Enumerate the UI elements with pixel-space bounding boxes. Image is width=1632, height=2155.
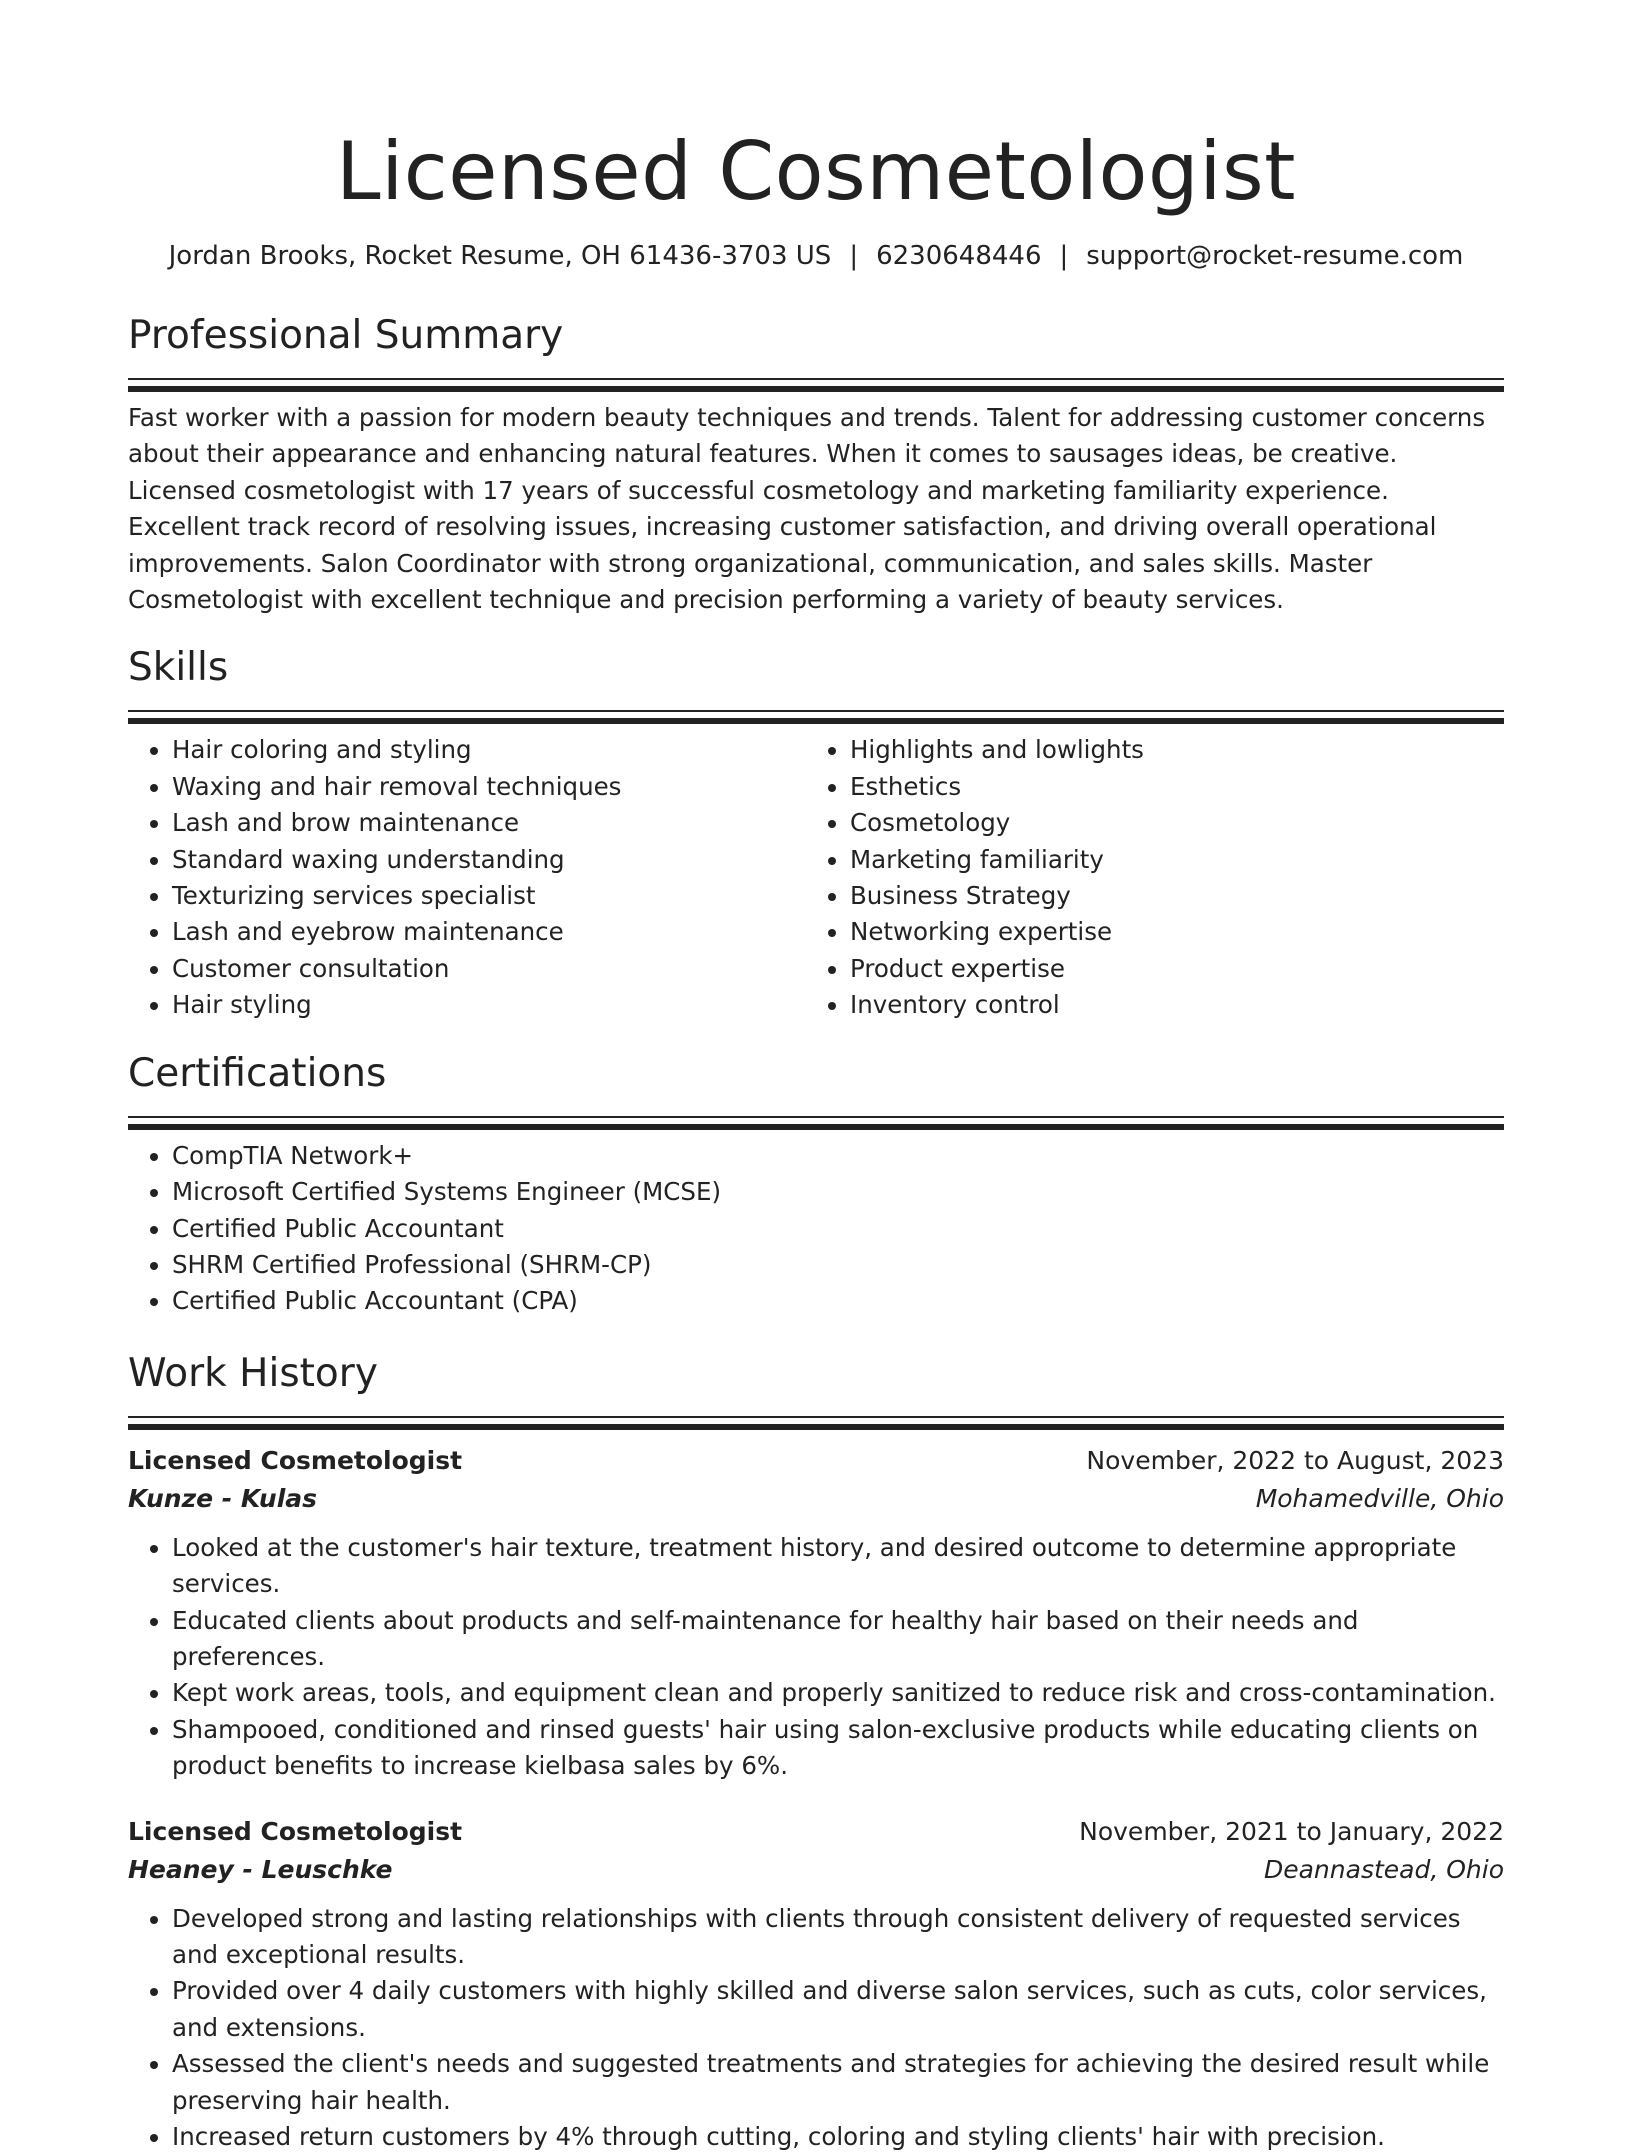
skill-item: • Cosmetology [850, 805, 1484, 841]
section-divider [128, 378, 1504, 394]
job-bullet: • Shampooed, conditioned and rinsed guests' hair using salon-exclusive products while educating clients on product benefits to increase kielbasa sales by 6%. [172, 1712, 1504, 1785]
skill-item: • Customer consultation [172, 951, 806, 987]
job-bullet: • Kept work areas, tools, and equipment clean and properly sanitized to reduce risk and cross-contamination. [172, 1675, 1504, 1711]
job-dates: November, 2022 to August, 2023 [1086, 1445, 1504, 1475]
skills-columns [128, 732, 1504, 1023]
section-divider [128, 1416, 1504, 1432]
skill-item: • Lash and brow maintenance [172, 805, 806, 841]
job-company: Heaney - Leuschke [128, 1854, 393, 1884]
summary-text: Fast worker with a passion for modern beauty techniques and trends. Talent for addressing customer concerns about their appearance and enhancing natural features. When it comes to sausages ideas, be creative. Licensed cosmetologist with 17 years of successful cosmetology and marketing familiarity experience. Excellent track record of resolving issues, increasing customer satisfaction, and driving overall operational improvements. Salon Coordinator with strong organizational, communication, and sales skills. Master Cosmetologist with excellent technique and precision performing a variety of beauty services. [128, 403, 1486, 615]
work-history-section [128, 1350, 1504, 2155]
contact-address: Jordan Brooks, Rocket Resume, OH 61436-3703 US [168, 241, 832, 271]
job-title: Licensed Cosmetologist [128, 1816, 463, 1846]
work-history-heading: Work History [128, 1350, 378, 1396]
resume-name: Licensed Cosmetologist [336, 125, 1296, 218]
job-bullets [128, 1530, 1504, 1785]
skill-item: • Waxing and hair removal techniques [172, 769, 806, 805]
job-bullet: • Provided over 4 daily customers with highly skilled and diverse salon services, such as cuts, color services, and extensions. [172, 1973, 1504, 2046]
skill-item: • Esthetics [850, 769, 1484, 805]
job-dates: November, 2021 to January, 2022 [1079, 1816, 1504, 1846]
job-bullet: • Educated clients about products and self-maintenance for healthy hair based on their needs and preferences. [172, 1603, 1504, 1676]
skill-item: • Inventory control [850, 987, 1484, 1023]
skills-right-list [806, 732, 1484, 1023]
job-entry [128, 1442, 1504, 1785]
certifications-heading: Certifications [128, 1050, 387, 1096]
job-bullet: • Looked at the customer's hair texture, treatment history, and desired outcome to determine appropriate services. [172, 1530, 1504, 1603]
job-bullet: • Increased return customers by 4% through cutting, coloring and styling clients' hair with precision. [172, 2119, 1504, 2155]
skill-item: • Highlights and lowlights [850, 732, 1484, 768]
skills-left-list [128, 732, 806, 1023]
skill-item: • Business Strategy [850, 878, 1484, 914]
summary-section [128, 312, 1504, 618]
job-bullets [128, 1901, 1504, 2155]
job-location: Deannastead, Ohio [1263, 1854, 1504, 1884]
skill-item: • Standard waxing understanding [172, 842, 806, 878]
job-header [128, 1442, 1504, 1480]
skill-item: • Hair styling [172, 987, 806, 1023]
certifications-list [128, 1138, 1504, 1320]
section-divider [128, 1116, 1504, 1132]
job-subheader [128, 1480, 1504, 1518]
job-location: Mohamedville, Ohio [1255, 1483, 1504, 1513]
job-company: Kunze - Kulas [128, 1483, 318, 1513]
skill-item: • Marketing familiarity [850, 842, 1484, 878]
skill-item: • Texturizing services specialist [172, 878, 806, 914]
contact-phone: 6230648446 [876, 241, 1042, 271]
summary-heading: Professional Summary [128, 313, 564, 358]
skills-section [128, 644, 1504, 1023]
skill-item: • Product expertise [850, 951, 1484, 987]
resume-page [128, 0, 1504, 2155]
job-bullet: • Developed strong and lasting relationships with clients through consistent delivery of requested services and exceptional results. [172, 1901, 1504, 1974]
certification-item: • Microsoft Certified Systems Engineer (MCSE) [172, 1174, 1504, 1210]
job-title: Licensed Cosmetologist [128, 1445, 463, 1475]
certification-item: • Certified Public Accountant (CPA) [172, 1283, 1504, 1319]
contact-separator: | [1059, 241, 1069, 271]
skill-item: • Lash and eyebrow maintenance [172, 914, 806, 950]
certification-item: • SHRM Certified Professional (SHRM-CP) [172, 1247, 1504, 1283]
contact-separator: | [849, 241, 859, 271]
section-divider [128, 710, 1504, 726]
skills-heading: Skills [128, 645, 229, 691]
skill-item: • Hair coloring and styling [172, 732, 806, 768]
certification-item: • CompTIA Network+ [172, 1138, 1504, 1174]
contact-email: support@rocket-resume.com [1086, 241, 1464, 271]
job-bullet: • Assessed the client's needs and suggested treatments and strategies for achieving the desired result while preserving hair health. [172, 2046, 1504, 2119]
certifications-section [128, 1050, 1504, 1320]
skill-item: • Networking expertise [850, 914, 1484, 950]
job-subheader [128, 1851, 1504, 1889]
certification-item: • Certified Public Accountant [172, 1211, 1504, 1247]
contact-line [128, 238, 1504, 274]
job-header [128, 1813, 1504, 1851]
job-entry [128, 1813, 1504, 2155]
